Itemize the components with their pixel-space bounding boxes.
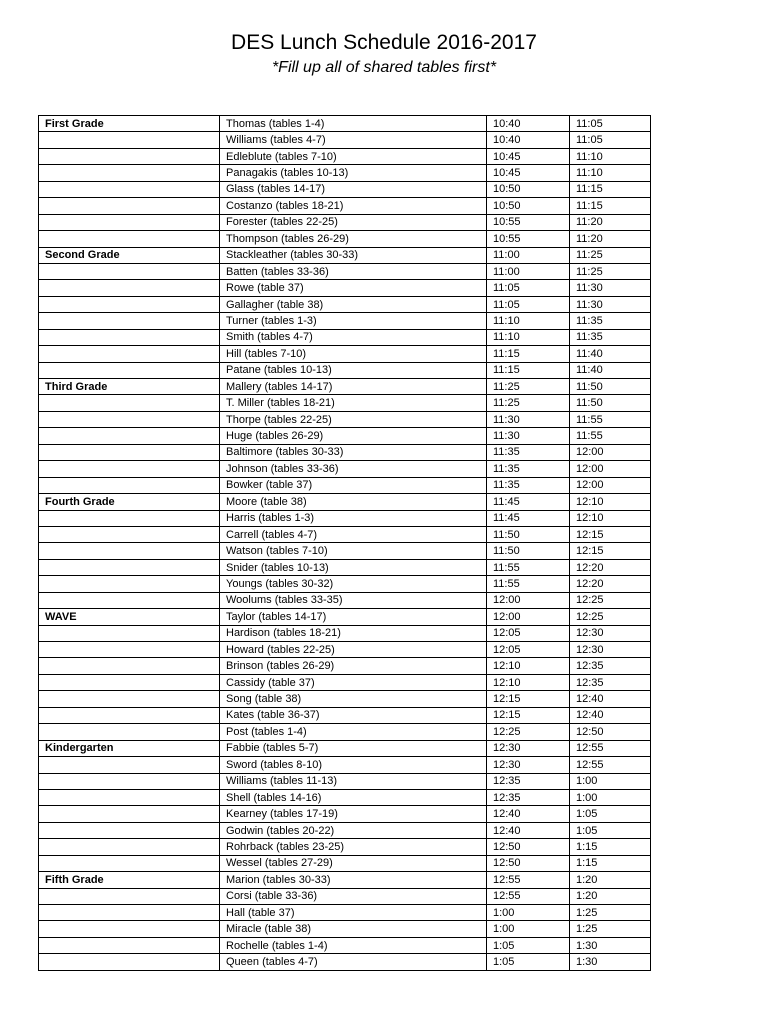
teacher-cell: Mallery (tables 14-17) bbox=[220, 379, 487, 395]
start-time-cell: 10:45 bbox=[487, 165, 570, 181]
end-time-cell: 12:00 bbox=[570, 444, 651, 460]
start-time-cell: 11:50 bbox=[487, 543, 570, 559]
grade-cell bbox=[39, 198, 220, 214]
teacher-cell: Hall (table 37) bbox=[220, 905, 487, 921]
table-row bbox=[39, 263, 651, 279]
end-time-cell: 1:05 bbox=[570, 806, 651, 822]
end-time-cell: 11:55 bbox=[570, 411, 651, 427]
teacher-cell: Youngs (tables 30-32) bbox=[220, 576, 487, 592]
table-row bbox=[39, 872, 651, 888]
end-time-cell: 12:15 bbox=[570, 543, 651, 559]
end-time-cell: 12:40 bbox=[570, 707, 651, 723]
end-time-cell: 12:10 bbox=[570, 510, 651, 526]
table-row bbox=[39, 822, 651, 838]
table-row bbox=[39, 494, 651, 510]
end-time-cell: 11:25 bbox=[570, 247, 651, 263]
teacher-cell: Kearney (tables 17-19) bbox=[220, 806, 487, 822]
teacher-cell: Woolums (tables 33-35) bbox=[220, 592, 487, 608]
grade-cell bbox=[39, 395, 220, 411]
table-row bbox=[39, 461, 651, 477]
table-row bbox=[39, 231, 651, 247]
teacher-cell: Bowker (table 37) bbox=[220, 477, 487, 493]
grade-cell bbox=[39, 757, 220, 773]
end-time-cell: 12:15 bbox=[570, 526, 651, 542]
start-time-cell: 11:45 bbox=[487, 494, 570, 510]
grade-cell bbox=[39, 526, 220, 542]
end-time-cell: 11:20 bbox=[570, 231, 651, 247]
start-time-cell: 10:40 bbox=[487, 116, 570, 132]
table-row bbox=[39, 921, 651, 937]
teacher-cell: Thomas (tables 1-4) bbox=[220, 116, 487, 132]
end-time-cell: 12:30 bbox=[570, 642, 651, 658]
grade-cell bbox=[39, 642, 220, 658]
table-row bbox=[39, 329, 651, 345]
end-time-cell: 12:50 bbox=[570, 724, 651, 740]
end-time-cell: 11:15 bbox=[570, 181, 651, 197]
end-time-cell: 12:25 bbox=[570, 592, 651, 608]
teacher-cell: Hill (tables 7-10) bbox=[220, 346, 487, 362]
teacher-cell: Batten (tables 33-36) bbox=[220, 263, 487, 279]
page-subtitle: *Fill up all of shared tables first* bbox=[271, 59, 497, 76]
teacher-cell: Cassidy (table 37) bbox=[220, 674, 487, 690]
end-time-cell: 11:50 bbox=[570, 379, 651, 395]
end-time-cell: 12:30 bbox=[570, 625, 651, 641]
grade-cell bbox=[39, 559, 220, 575]
schedule-body bbox=[39, 116, 651, 971]
end-time-cell: 12:00 bbox=[570, 461, 651, 477]
grade-cell bbox=[39, 132, 220, 148]
end-time-cell: 11:30 bbox=[570, 280, 651, 296]
end-time-cell: 1:15 bbox=[570, 855, 651, 871]
table-row bbox=[39, 691, 651, 707]
end-time-cell: 12:55 bbox=[570, 740, 651, 756]
grade-cell bbox=[39, 576, 220, 592]
table-row bbox=[39, 379, 651, 395]
teacher-cell: Wessel (tables 27-29) bbox=[220, 855, 487, 871]
start-time-cell: 11:30 bbox=[487, 411, 570, 427]
start-time-cell: 12:50 bbox=[487, 839, 570, 855]
teacher-cell: Smith (tables 4-7) bbox=[220, 329, 487, 345]
table-row bbox=[39, 806, 651, 822]
teacher-cell: Williams (tables 11-13) bbox=[220, 773, 487, 789]
table-row bbox=[39, 625, 651, 641]
end-time-cell: 12:00 bbox=[570, 477, 651, 493]
start-time-cell: 12:55 bbox=[487, 872, 570, 888]
teacher-cell: Edleblute (tables 7-10) bbox=[220, 148, 487, 164]
table-row bbox=[39, 346, 651, 362]
start-time-cell: 11:45 bbox=[487, 510, 570, 526]
start-time-cell: 1:05 bbox=[487, 937, 570, 953]
teacher-cell: Stackleather (tables 30-33) bbox=[220, 247, 487, 263]
table-row bbox=[39, 510, 651, 526]
grade-cell bbox=[39, 329, 220, 345]
grade-cell: Kindergarten bbox=[39, 740, 220, 756]
table-row bbox=[39, 888, 651, 904]
table-row bbox=[39, 674, 651, 690]
table-row bbox=[39, 444, 651, 460]
start-time-cell: 12:10 bbox=[487, 658, 570, 674]
end-time-cell: 12:10 bbox=[570, 494, 651, 510]
table-row bbox=[39, 543, 651, 559]
table-row bbox=[39, 740, 651, 756]
start-time-cell: 10:55 bbox=[487, 231, 570, 247]
table-row bbox=[39, 165, 651, 181]
grade-cell: Fifth Grade bbox=[39, 872, 220, 888]
grade-cell: First Grade bbox=[39, 116, 220, 132]
grade-cell bbox=[39, 165, 220, 181]
grade-cell bbox=[39, 658, 220, 674]
table-row bbox=[39, 707, 651, 723]
end-time-cell: 1:25 bbox=[570, 921, 651, 937]
teacher-cell: Panagakis (tables 10-13) bbox=[220, 165, 487, 181]
grade-cell bbox=[39, 937, 220, 953]
teacher-cell: Post (tables 1-4) bbox=[220, 724, 487, 740]
grade-cell bbox=[39, 362, 220, 378]
end-time-cell: 11:10 bbox=[570, 165, 651, 181]
table-row bbox=[39, 905, 651, 921]
end-time-cell: 12:20 bbox=[570, 559, 651, 575]
table-row bbox=[39, 247, 651, 263]
start-time-cell: 11:50 bbox=[487, 526, 570, 542]
start-time-cell: 11:05 bbox=[487, 296, 570, 312]
start-time-cell: 12:40 bbox=[487, 806, 570, 822]
grade-cell bbox=[39, 954, 220, 970]
grade-cell bbox=[39, 444, 220, 460]
start-time-cell: 12:50 bbox=[487, 855, 570, 871]
table-row bbox=[39, 609, 651, 625]
grade-cell bbox=[39, 707, 220, 723]
start-time-cell: 11:55 bbox=[487, 559, 570, 575]
end-time-cell: 11:20 bbox=[570, 214, 651, 230]
grade-cell bbox=[39, 181, 220, 197]
teacher-cell: Marion (tables 30-33) bbox=[220, 872, 487, 888]
grade-cell bbox=[39, 806, 220, 822]
teacher-cell: Rohrback (tables 23-25) bbox=[220, 839, 487, 855]
table-row bbox=[39, 296, 651, 312]
grade-cell bbox=[39, 280, 220, 296]
start-time-cell: 11:10 bbox=[487, 313, 570, 329]
teacher-cell: Corsi (table 33-36) bbox=[220, 888, 487, 904]
start-time-cell: 10:55 bbox=[487, 214, 570, 230]
teacher-cell: Brinson (tables 26-29) bbox=[220, 658, 487, 674]
end-time-cell: 12:25 bbox=[570, 609, 651, 625]
teacher-cell: Moore (table 38) bbox=[220, 494, 487, 510]
end-time-cell: 11:30 bbox=[570, 296, 651, 312]
table-row bbox=[39, 181, 651, 197]
start-time-cell: 12:00 bbox=[487, 609, 570, 625]
teacher-cell: Taylor (tables 14-17) bbox=[220, 609, 487, 625]
table-row bbox=[39, 362, 651, 378]
grade-cell bbox=[39, 510, 220, 526]
table-row bbox=[39, 214, 651, 230]
start-time-cell: 12:00 bbox=[487, 592, 570, 608]
teacher-cell: Hardison (tables 18-21) bbox=[220, 625, 487, 641]
end-time-cell: 12:40 bbox=[570, 691, 651, 707]
end-time-cell: 12:35 bbox=[570, 658, 651, 674]
start-time-cell: 11:35 bbox=[487, 444, 570, 460]
teacher-cell: Williams (tables 4-7) bbox=[220, 132, 487, 148]
start-time-cell: 12:25 bbox=[487, 724, 570, 740]
grade-cell bbox=[39, 411, 220, 427]
teacher-cell: Sword (tables 8-10) bbox=[220, 757, 487, 773]
start-time-cell: 12:15 bbox=[487, 691, 570, 707]
table-row bbox=[39, 789, 651, 805]
table-row bbox=[39, 757, 651, 773]
table-row bbox=[39, 477, 651, 493]
start-time-cell: 1:05 bbox=[487, 954, 570, 970]
teacher-cell: Rowe (table 37) bbox=[220, 280, 487, 296]
table-row bbox=[39, 642, 651, 658]
table-row bbox=[39, 428, 651, 444]
grade-cell bbox=[39, 905, 220, 921]
table-row bbox=[39, 116, 651, 132]
table-row bbox=[39, 280, 651, 296]
grade-cell bbox=[39, 296, 220, 312]
start-time-cell: 11:25 bbox=[487, 395, 570, 411]
end-time-cell: 11:15 bbox=[570, 198, 651, 214]
teacher-cell: Gallagher (table 38) bbox=[220, 296, 487, 312]
table-row bbox=[39, 313, 651, 329]
start-time-cell: 10:40 bbox=[487, 132, 570, 148]
table-row bbox=[39, 198, 651, 214]
start-time-cell: 10:45 bbox=[487, 148, 570, 164]
table-row bbox=[39, 855, 651, 871]
end-time-cell: 1:30 bbox=[570, 937, 651, 953]
grade-cell bbox=[39, 214, 220, 230]
end-time-cell: 11:05 bbox=[570, 132, 651, 148]
table-row bbox=[39, 658, 651, 674]
end-time-cell: 1:15 bbox=[570, 839, 651, 855]
start-time-cell: 11:00 bbox=[487, 247, 570, 263]
grade-cell bbox=[39, 691, 220, 707]
teacher-cell: Kates (table 36-37) bbox=[220, 707, 487, 723]
end-time-cell: 12:35 bbox=[570, 674, 651, 690]
grade-cell bbox=[39, 789, 220, 805]
end-time-cell: 1:05 bbox=[570, 822, 651, 838]
end-time-cell: 11:55 bbox=[570, 428, 651, 444]
teacher-cell: Patane (tables 10-13) bbox=[220, 362, 487, 378]
end-time-cell: 11:35 bbox=[570, 329, 651, 345]
grade-cell bbox=[39, 313, 220, 329]
grade-cell bbox=[39, 148, 220, 164]
end-time-cell: 12:55 bbox=[570, 757, 651, 773]
end-time-cell: 11:50 bbox=[570, 395, 651, 411]
teacher-cell: Snider (tables 10-13) bbox=[220, 559, 487, 575]
end-time-cell: 11:05 bbox=[570, 116, 651, 132]
grade-cell bbox=[39, 724, 220, 740]
end-time-cell: 11:35 bbox=[570, 313, 651, 329]
table-row bbox=[39, 937, 651, 953]
teacher-cell: Song (table 38) bbox=[220, 691, 487, 707]
lunch-schedule-table bbox=[38, 115, 651, 971]
teacher-cell: Huge (tables 26-29) bbox=[220, 428, 487, 444]
grade-cell bbox=[39, 346, 220, 362]
end-time-cell: 11:25 bbox=[570, 263, 651, 279]
teacher-cell: Glass (tables 14-17) bbox=[220, 181, 487, 197]
teacher-cell: Harris (tables 1-3) bbox=[220, 510, 487, 526]
teacher-cell: Fabbie (tables 5-7) bbox=[220, 740, 487, 756]
start-time-cell: 10:50 bbox=[487, 198, 570, 214]
teacher-cell: Godwin (tables 20-22) bbox=[220, 822, 487, 838]
grade-cell: Fourth Grade bbox=[39, 494, 220, 510]
table-row bbox=[39, 724, 651, 740]
table-row bbox=[39, 576, 651, 592]
table-row bbox=[39, 839, 651, 855]
teacher-cell: Forester (tables 22-25) bbox=[220, 214, 487, 230]
table-row bbox=[39, 559, 651, 575]
page-title: DES Lunch Schedule 2016-2017 bbox=[231, 31, 537, 54]
teacher-cell: Queen (tables 4-7) bbox=[220, 954, 487, 970]
end-time-cell: 1:00 bbox=[570, 773, 651, 789]
grade-cell bbox=[39, 477, 220, 493]
start-time-cell: 12:05 bbox=[487, 625, 570, 641]
table-row bbox=[39, 395, 651, 411]
grade-cell bbox=[39, 592, 220, 608]
start-time-cell: 11:30 bbox=[487, 428, 570, 444]
grade-cell: WAVE bbox=[39, 609, 220, 625]
end-time-cell: 1:20 bbox=[570, 872, 651, 888]
start-time-cell: 10:50 bbox=[487, 181, 570, 197]
start-time-cell: 12:30 bbox=[487, 757, 570, 773]
grade-cell bbox=[39, 543, 220, 559]
teacher-cell: Rochelle (tables 1-4) bbox=[220, 937, 487, 953]
start-time-cell: 11:00 bbox=[487, 263, 570, 279]
start-time-cell: 11:55 bbox=[487, 576, 570, 592]
start-time-cell: 12:40 bbox=[487, 822, 570, 838]
teacher-cell: Thorpe (tables 22-25) bbox=[220, 411, 487, 427]
grade-cell bbox=[39, 921, 220, 937]
teacher-cell: Carrell (tables 4-7) bbox=[220, 526, 487, 542]
grade-cell bbox=[39, 773, 220, 789]
teacher-cell: Costanzo (tables 18-21) bbox=[220, 198, 487, 214]
teacher-cell: Watson (tables 7-10) bbox=[220, 543, 487, 559]
end-time-cell: 12:20 bbox=[570, 576, 651, 592]
teacher-cell: Miracle (table 38) bbox=[220, 921, 487, 937]
table-row bbox=[39, 773, 651, 789]
grade-cell bbox=[39, 855, 220, 871]
end-time-cell: 11:40 bbox=[570, 346, 651, 362]
table-row bbox=[39, 592, 651, 608]
teacher-cell: Thompson (tables 26-29) bbox=[220, 231, 487, 247]
teacher-cell: Shell (tables 14-16) bbox=[220, 789, 487, 805]
start-time-cell: 11:35 bbox=[487, 477, 570, 493]
end-time-cell: 1:00 bbox=[570, 789, 651, 805]
start-time-cell: 12:55 bbox=[487, 888, 570, 904]
teacher-cell: T. Miller (tables 18-21) bbox=[220, 395, 487, 411]
table-row bbox=[39, 526, 651, 542]
start-time-cell: 11:10 bbox=[487, 329, 570, 345]
end-time-cell: 1:30 bbox=[570, 954, 651, 970]
end-time-cell: 1:20 bbox=[570, 888, 651, 904]
start-time-cell: 12:35 bbox=[487, 773, 570, 789]
grade-cell bbox=[39, 428, 220, 444]
start-time-cell: 11:35 bbox=[487, 461, 570, 477]
start-time-cell: 12:15 bbox=[487, 707, 570, 723]
start-time-cell: 1:00 bbox=[487, 921, 570, 937]
grade-cell bbox=[39, 822, 220, 838]
grade-cell: Third Grade bbox=[39, 379, 220, 395]
end-time-cell: 11:40 bbox=[570, 362, 651, 378]
end-time-cell: 1:25 bbox=[570, 905, 651, 921]
grade-cell bbox=[39, 839, 220, 855]
teacher-cell: Baltimore (tables 30-33) bbox=[220, 444, 487, 460]
teacher-cell: Howard (tables 22-25) bbox=[220, 642, 487, 658]
grade-cell bbox=[39, 888, 220, 904]
start-time-cell: 11:05 bbox=[487, 280, 570, 296]
grade-cell: Second Grade bbox=[39, 247, 220, 263]
start-time-cell: 12:35 bbox=[487, 789, 570, 805]
grade-cell bbox=[39, 231, 220, 247]
grade-cell bbox=[39, 674, 220, 690]
start-time-cell: 12:10 bbox=[487, 674, 570, 690]
start-time-cell: 11:25 bbox=[487, 379, 570, 395]
start-time-cell: 12:05 bbox=[487, 642, 570, 658]
grade-cell bbox=[39, 461, 220, 477]
teacher-cell: Turner (tables 1-3) bbox=[220, 313, 487, 329]
table-row bbox=[39, 148, 651, 164]
start-time-cell: 11:15 bbox=[487, 346, 570, 362]
table-row bbox=[39, 411, 651, 427]
start-time-cell: 11:15 bbox=[487, 362, 570, 378]
grade-cell bbox=[39, 625, 220, 641]
table-row bbox=[39, 954, 651, 970]
end-time-cell: 11:10 bbox=[570, 148, 651, 164]
teacher-cell: Johnson (tables 33-36) bbox=[220, 461, 487, 477]
start-time-cell: 1:00 bbox=[487, 905, 570, 921]
grade-cell bbox=[39, 263, 220, 279]
start-time-cell: 12:30 bbox=[487, 740, 570, 756]
table-row bbox=[39, 132, 651, 148]
